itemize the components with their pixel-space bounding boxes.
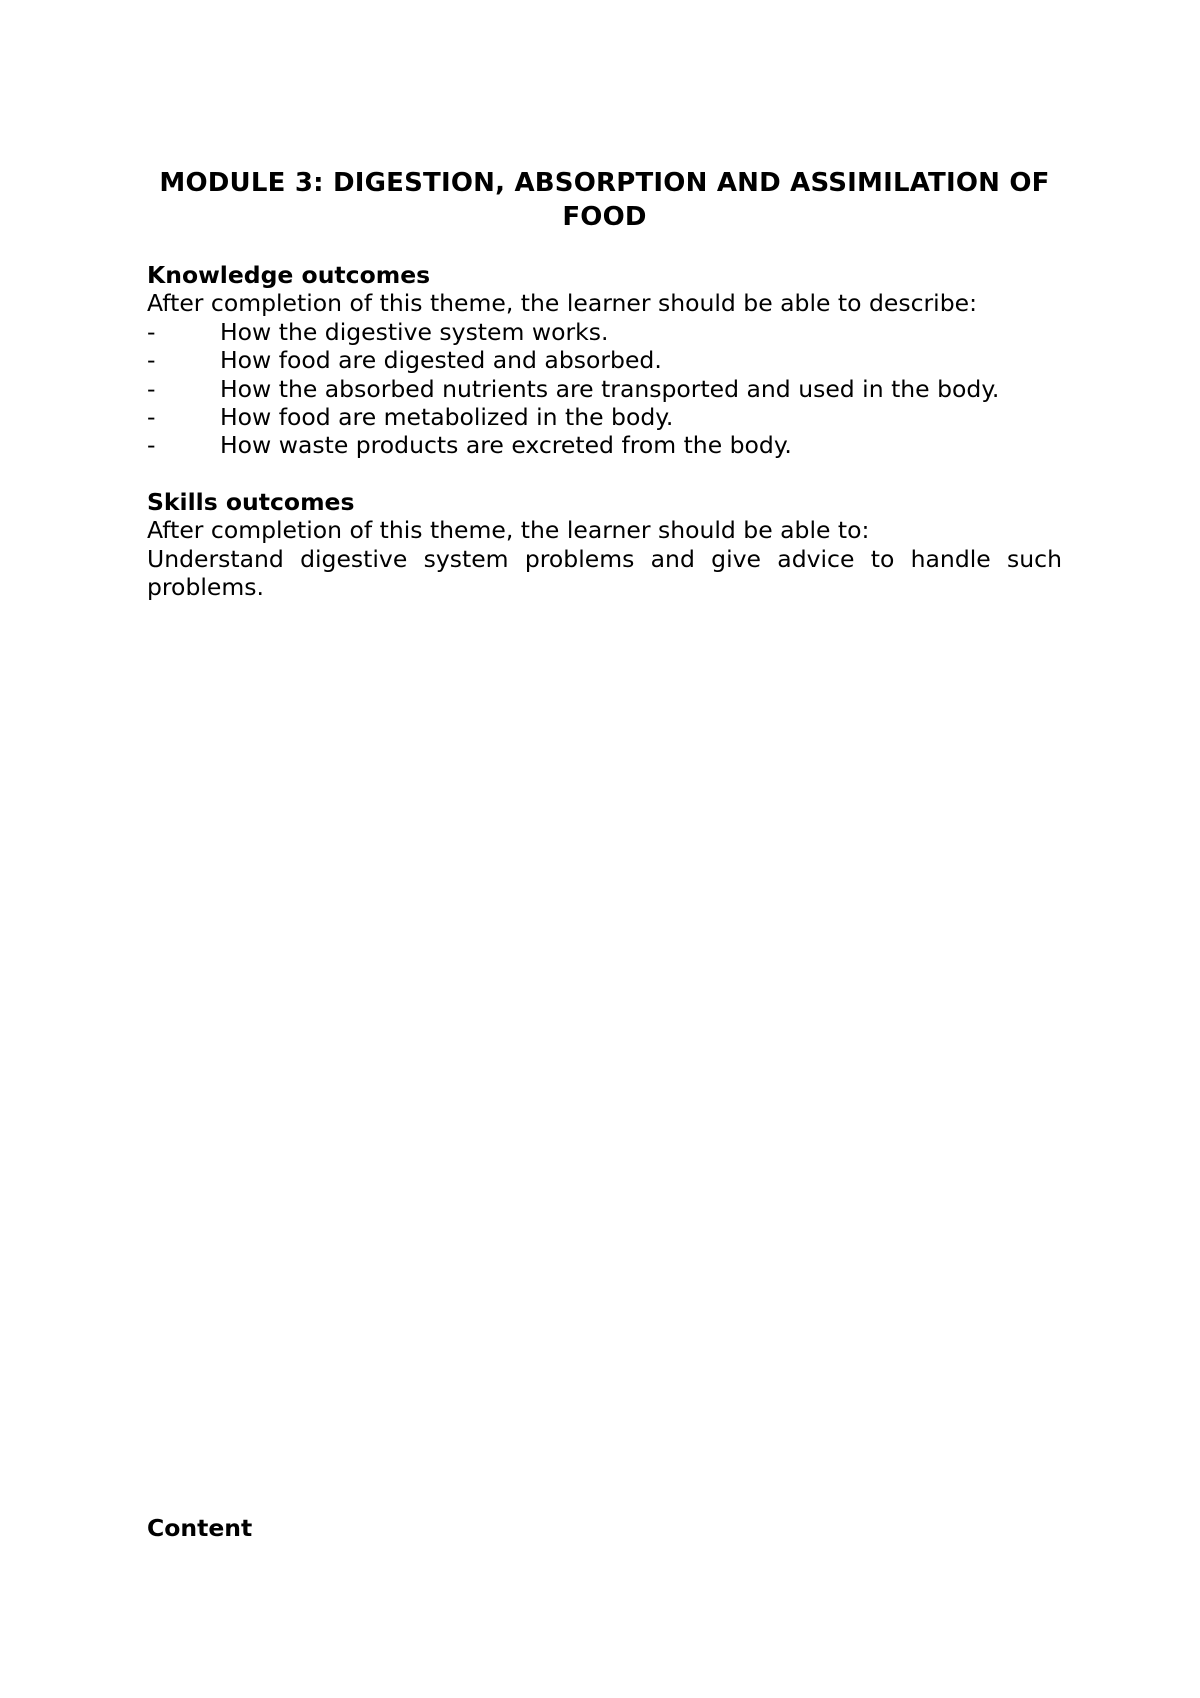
list-item-text: How food are metabolized in the body.	[220, 403, 674, 432]
knowledge-outcomes-intro: After completion of this theme, the learner should be able to describe:	[147, 289, 977, 318]
document-page	[147, 166, 1062, 601]
knowledge-outcomes-list	[147, 318, 1062, 460]
list-item	[147, 431, 1062, 459]
bullet-dash: -	[147, 374, 156, 403]
list-item	[147, 318, 1062, 346]
bullet-dash: -	[147, 431, 156, 460]
list-item-text: How food are digested and absorbed.	[220, 346, 662, 375]
list-item	[147, 403, 1062, 431]
bullet-dash: -	[147, 346, 156, 375]
list-item-text: How waste products are excreted from the body.	[220, 431, 792, 460]
knowledge-outcomes-heading: Knowledge outcomes	[147, 261, 431, 289]
skills-outcomes-heading: Skills outcomes	[147, 487, 355, 516]
list-item	[147, 346, 1062, 374]
spacer	[147, 460, 1062, 488]
skills-outcomes-body: Understand digestive system problems and give advice to handle such problems.	[147, 544, 1062, 602]
skills-outcomes-intro: After completion of this theme, the learner should be able to:	[147, 516, 870, 545]
list-item-text: How the absorbed nutrients are transported and used in the body.	[220, 374, 1000, 403]
bullet-dash: -	[147, 317, 156, 346]
list-item	[147, 375, 1062, 403]
list-item-text: How the digestive system works.	[220, 317, 609, 346]
content-heading: Content	[147, 1514, 253, 1542]
module-title: MODULE 3: DIGESTION, ABSORPTION AND ASSIMILATION OF FOOD	[159, 168, 1050, 232]
bullet-dash: -	[147, 403, 156, 432]
